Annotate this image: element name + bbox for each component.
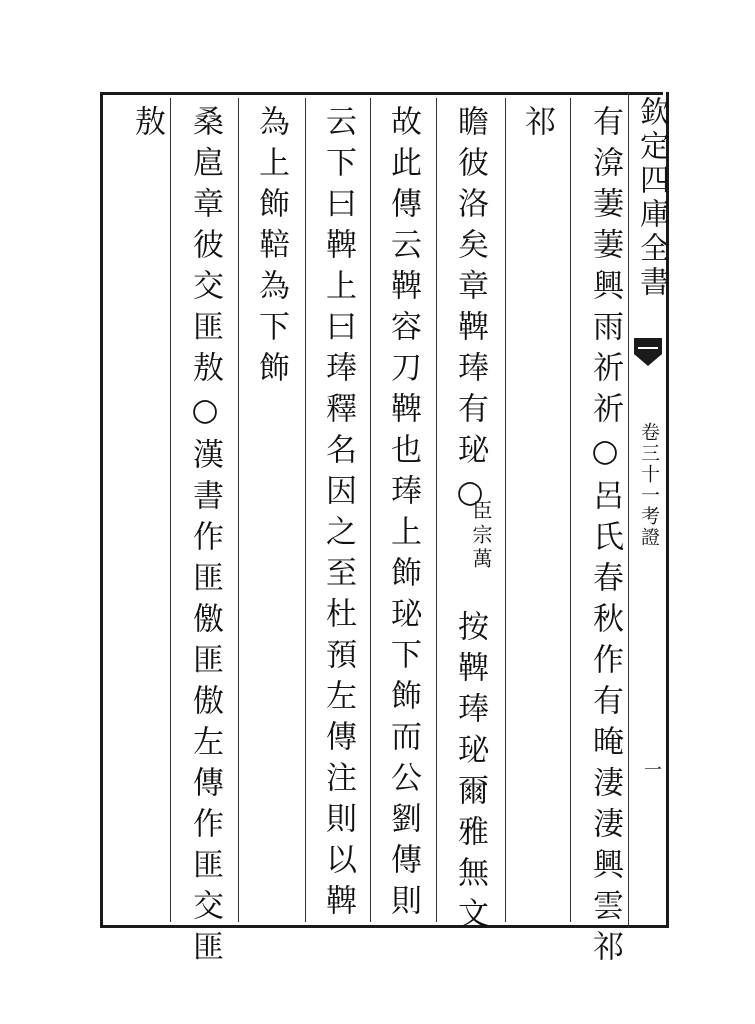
text-column-4: 故此傳云鞞容刀鞞也琫上飾珌下飾而公劉傳則 — [385, 105, 421, 925]
book-title: 欽定四庫全書 — [634, 96, 669, 300]
volume-label: 卷三十一考證 — [638, 422, 660, 548]
text-column-2: 祁 — [519, 105, 555, 146]
commentator-note: 臣宗萬 — [469, 500, 493, 572]
column-rule — [436, 98, 437, 922]
column-rule — [570, 98, 571, 922]
column-rule — [305, 98, 306, 922]
text-column-8: 敖 — [129, 105, 165, 146]
column-rule — [370, 98, 371, 922]
text-column-7: 桑扈章彼交匪敖○漢書作匪儌匪傲左傳作匪交匪 — [187, 105, 223, 971]
page-number: 一 — [641, 760, 662, 778]
text-column-1: 有渰萋萋興雨祈祈○呂氏春秋作有晻淒淒興雲祁 — [587, 105, 623, 971]
bottom-border — [100, 925, 666, 928]
text-column-6: 為上飾鞛為下飾 — [253, 105, 289, 392]
column-rule — [505, 98, 506, 922]
text-column-5: 云下曰鞞上曰琫釋名因之至杜預左傳注則以鞞 — [320, 105, 356, 925]
fishtail-mark-icon — [632, 334, 664, 374]
text-column-3-continued: 按鞞琫珌爾雅無文 — [452, 610, 488, 938]
text-column-3: 瞻彼洛矣章鞞琫有珌○ — [452, 105, 488, 520]
column-rule — [238, 98, 239, 922]
